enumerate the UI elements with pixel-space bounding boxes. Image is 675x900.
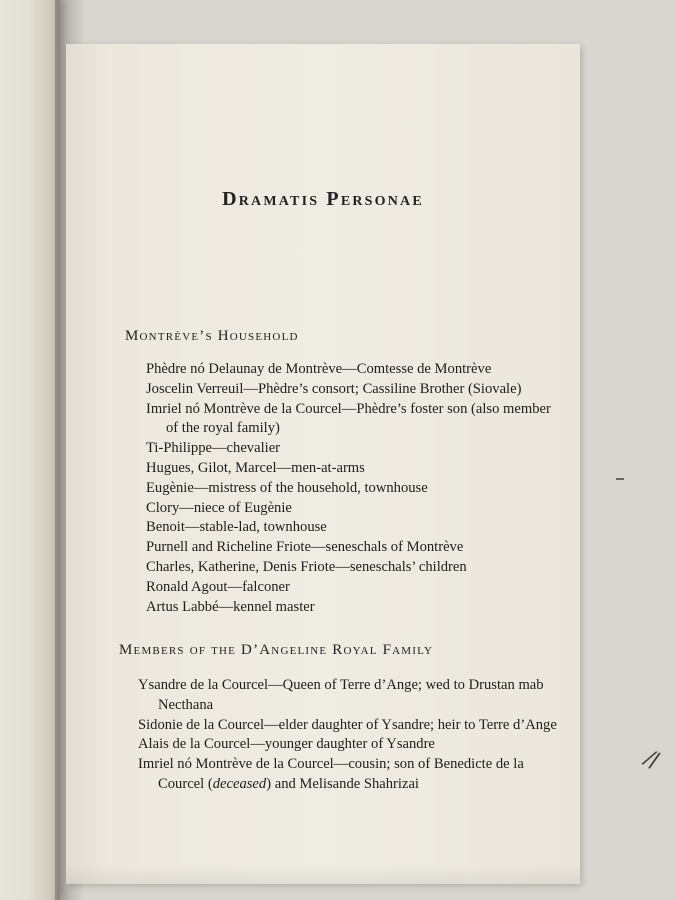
section-heading-household: Montrève’s Household [125,328,299,344]
list-item: Phèdre nó Delaunay de Montrève—Comtesse de Montrève [146,361,492,377]
margin-pencil-mark: ⁄/ [643,746,662,775]
list-item: Artus Labbé—kennel master [146,598,315,615]
household-list [146,360,566,617]
entry-text-before: Imriel nó Montrève de la Courcel—cousin; son of Benedicte de la Courcel ( [138,756,524,792]
list-item: Benoit—stable-lad, townhouse [146,519,327,536]
page-bottom-shadow [66,864,580,884]
left-page-edge [0,0,59,900]
section-heading-royal-family: Members of the D’Angeline Royal Family [119,642,434,658]
list-item-imriel [138,755,568,795]
list-item: Imriel nó Montrève de la Courcel—Phèdre’s foster son (also member of the royal family) [146,400,551,437]
list-item: Alais de la Courcel—younger daughter of Ysandre [138,736,435,753]
list-item: Purnell and Richeline Friote—seneschals of Montrève [146,539,464,556]
list-item: Ti-Philippe—chevalier [146,440,281,457]
list-item: Ysandre de la Courcel—Queen of Terre d’Ange; wed to Drustan mab Necthana [138,677,544,713]
royal-family-list [138,676,568,795]
page-title: Dramatis Personae [222,188,424,210]
list-item: Clory—niece of Eugènie [146,499,292,516]
list-item: Sidonie de la Courcel—elder daughter of Ysandre; heir to Terre d’Ange [138,716,557,733]
list-item: Eugènie—mistress of the household, townhouse [146,479,428,496]
book-page [66,44,580,884]
list-item: Ronald Agout—falconer [146,578,290,595]
list-item: Joscelin Verreuil—Phèdre’s consort; Cassiline Brother (Siovale) [146,380,522,397]
entry-text-after: ) and Melisande Shahrizai [266,775,419,792]
list-item: Hugues, Gilot, Marcel—men-at-arms [146,459,365,476]
pencil-speck [616,478,624,480]
entry-text-italic: deceased [212,775,267,792]
list-item: Charles, Katherine, Denis Friote—seneschals’ children [146,558,467,575]
